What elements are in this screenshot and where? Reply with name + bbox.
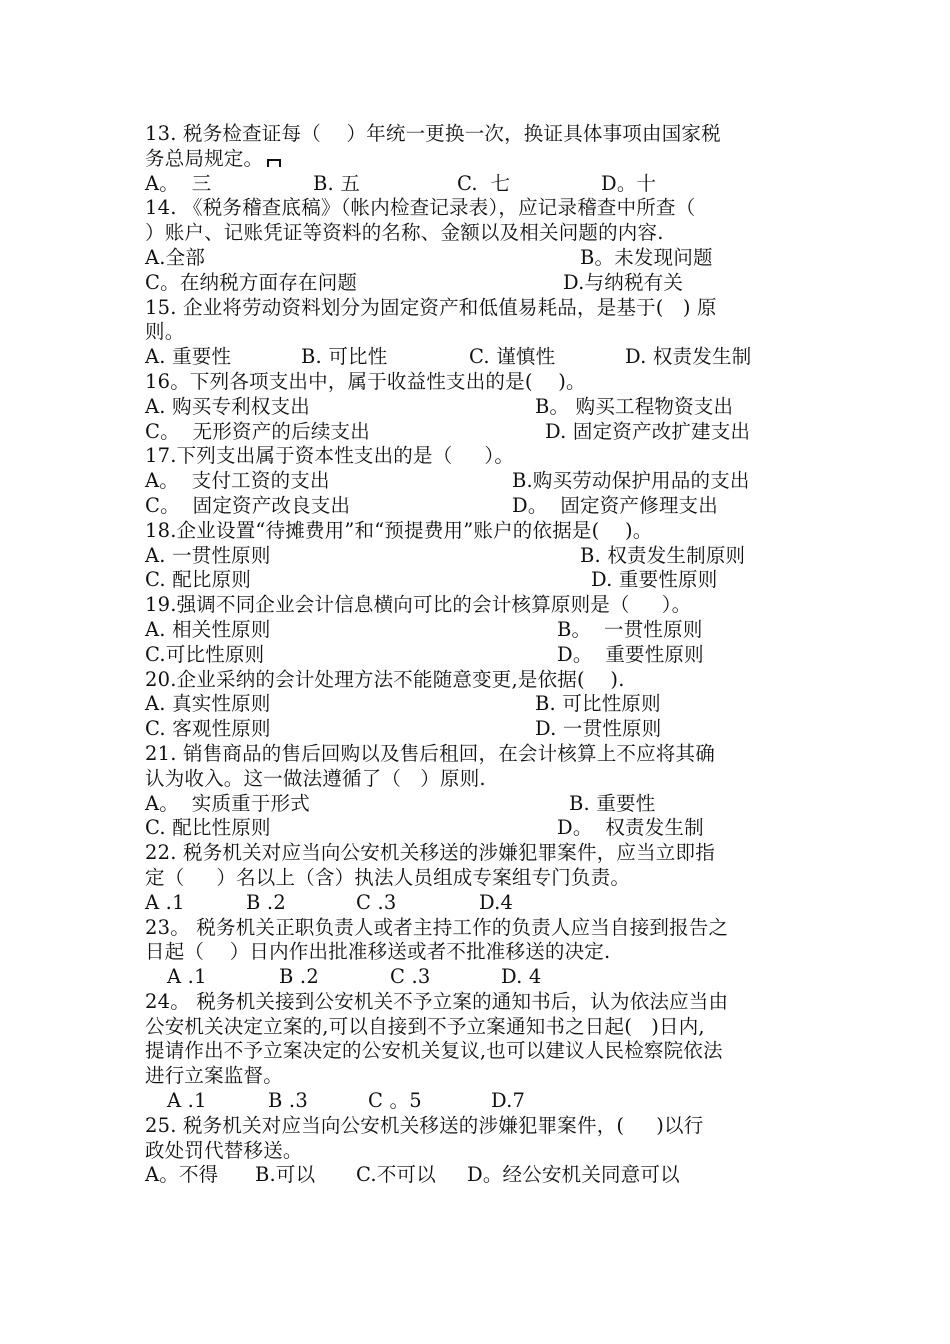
- option-b: B.购买劳动保护用品的支出: [512, 469, 750, 493]
- option-b: B.可以: [255, 1163, 316, 1187]
- option-c: C。 固定资产改良支出: [145, 493, 351, 517]
- question-20-options-row-2: [145, 717, 805, 742]
- question-17-stem: 17.下列支出属于资本性支出的是（ ）。: [145, 444, 515, 468]
- option-c: C.可比性原则: [145, 642, 265, 666]
- question-13-stem-text: 务总局规定。: [145, 146, 264, 170]
- option-d: D。 固定资产修理支出: [512, 493, 718, 517]
- option-b: B. 重要性: [569, 791, 656, 815]
- question-23-stem-line-2: 日起（ ）日内作出批准移送或者不批准移送的决定.: [145, 940, 611, 964]
- option-d: D。 权责发生制: [557, 816, 704, 840]
- question-19-options-row-2: [145, 643, 805, 668]
- option-a: A .1: [167, 965, 207, 989]
- option-a: A. 购买专利权支出: [145, 394, 310, 418]
- option-c: C。在纳税方面存在问题: [145, 270, 358, 294]
- question-19-options-row-1: [145, 618, 805, 643]
- question-21-options-row-1: [145, 792, 805, 817]
- option-b: B. 可比性原则: [535, 692, 661, 716]
- bracket-mark-icon: [267, 159, 281, 167]
- question-16-stem: 16。下列各项支出中，属于收益性支出的是( )。: [145, 369, 586, 393]
- question-14-options-row-1: [145, 246, 805, 271]
- question-19-stem: 19.强调不同企业会计信息横向可比的会计核算原则是（ ）。: [145, 593, 692, 617]
- question-23-options: [145, 965, 805, 990]
- option-c: C. 谨慎性: [469, 345, 556, 369]
- option-b: B。 一贯性原则: [557, 617, 703, 641]
- option-c: C. 七: [457, 171, 511, 195]
- question-16-options-row-2: [145, 420, 805, 445]
- option-d: D.与纳税有关: [563, 270, 684, 294]
- option-a: A。 实质重于形式: [145, 791, 310, 815]
- option-a: A. 真实性原则: [145, 692, 271, 716]
- question-24-stem-line-1: 24。 税务机关接到公安机关不予立案的通知书后，认为依法应当由: [145, 989, 729, 1013]
- question-list: [145, 122, 805, 1188]
- option-b: B. 可比性: [301, 345, 388, 369]
- question-22-stem-line-1: 22. 税务机关对应当向公安机关移送的涉嫌犯罪案件，应当立即指: [145, 841, 715, 865]
- option-c: C. 配比性原则: [145, 816, 271, 840]
- option-d: D。经公安机关同意可以: [467, 1163, 680, 1187]
- option-d: D. 一贯性原则: [535, 717, 662, 741]
- option-a: A。 三: [145, 171, 212, 195]
- option-a: A。 支付工资的支出: [145, 469, 330, 493]
- option-c: C 。5: [368, 1089, 422, 1113]
- question-21-options-row-2: [145, 816, 805, 841]
- option-c: C。 无形资产的后续支出: [145, 419, 370, 443]
- question-21-stem-line-2: 认为收入。这一做法遵循了（ ）原则.: [145, 766, 486, 790]
- option-c: C .3: [356, 890, 397, 914]
- question-13-options: [145, 172, 805, 197]
- question-25-options: [145, 1163, 805, 1188]
- option-c: C. 客观性原则: [145, 717, 271, 741]
- question-24-stem-line-4: 进行立案监督。: [145, 1064, 283, 1088]
- question-15-stem-line-1: 15. 企业将劳动资料划分为固定资产和低值易耗品，是基于( ) 原: [145, 295, 717, 319]
- question-25-stem-line-2: 政处罚代替移送。: [145, 1138, 303, 1162]
- question-20-stem: 20.企业采纳的会计处理方法不能随意变更,是依据( ).: [145, 667, 625, 691]
- question-14-options-row-2: [145, 271, 805, 296]
- option-c: C.不可以: [356, 1163, 436, 1187]
- option-c: C .3: [390, 965, 431, 989]
- option-a: A. 相关性原则: [145, 617, 271, 641]
- question-23-stem-line-1: 23。 税务机关正职负责人或者主持工作的负责人应当自接到报告之: [145, 915, 729, 939]
- question-18-options-row-2: [145, 568, 805, 593]
- option-a: A .1: [167, 1089, 207, 1113]
- option-a: A.全部: [145, 245, 206, 269]
- option-d: D. 权责发生制: [625, 345, 752, 369]
- question-21-stem-line-1: 21. 销售商品的售后回购以及售后租回，在会计核算上不应将其确: [145, 741, 715, 765]
- option-d: D. 固定资产改扩建支出: [545, 419, 751, 443]
- option-b: B .2: [246, 890, 286, 914]
- option-b: B. 权责发生制原则: [580, 543, 746, 567]
- option-d: D. 重要性原则: [591, 568, 718, 592]
- question-15-options: [145, 345, 805, 370]
- question-15-stem-line-2: 则。: [145, 320, 185, 344]
- question-25-stem-line-1: 25. 税务机关对应当向公安机关移送的涉嫌犯罪案件，( )以行: [145, 1113, 704, 1137]
- option-d: D。 重要性原则: [557, 642, 704, 666]
- question-16-options-row-1: [145, 395, 805, 420]
- option-a: A. 重要性: [145, 345, 232, 369]
- question-13-stem-line-1: 13. 税务检查证每（ ）年统一更换一次，换证具体事项由国家税: [145, 122, 721, 145]
- option-c: C. 配比原则: [145, 568, 252, 592]
- option-a: A .1: [145, 890, 185, 914]
- option-b: B。未发现问题: [580, 245, 713, 269]
- option-b: B .2: [279, 965, 319, 989]
- question-17-options-row-2: [145, 494, 805, 519]
- option-d: D.4: [479, 890, 514, 914]
- option-d: D. 4: [501, 965, 542, 989]
- question-18-options-row-1: [145, 544, 805, 569]
- option-b: B。 购买工程物资支出: [535, 394, 734, 418]
- option-d: D.7: [491, 1089, 526, 1113]
- question-22-options: [145, 891, 805, 916]
- option-a: A。不得: [145, 1163, 219, 1187]
- option-a: A. 一贯性原则: [145, 543, 271, 567]
- question-17-options-row-1: [145, 469, 805, 494]
- question-14-stem-line-1: 14. 《税务稽查底稿》（帐内检查记录表），应记录稽查中所查（: [145, 196, 696, 220]
- option-d: D。十: [601, 171, 657, 195]
- question-14-stem-line-2: ）账户、记账凭证等资料的名称、金额以及相关问题的内容.: [145, 221, 664, 245]
- question-24-options: [145, 1089, 805, 1114]
- question-24-stem-line-2: 公安机关决定立案的,可以自接到不予立案通知书之日起( )日内,: [145, 1014, 705, 1038]
- question-22-stem-line-2: 定（ ）名以上（含）执法人员组成专案组专门负责。: [145, 865, 631, 889]
- question-13-stem-line-2: [145, 147, 805, 172]
- question-20-options-row-1: [145, 692, 805, 717]
- option-b: B .3: [268, 1089, 308, 1113]
- question-18-stem: 18.企业设置“待摊费用”和“预提费用”账户的依据是( )。: [145, 518, 653, 542]
- option-b: B. 五: [313, 171, 361, 195]
- question-24-stem-line-3: 提请作出不予立案决定的公安机关复议,也可以建议人民检察院依法: [145, 1039, 723, 1063]
